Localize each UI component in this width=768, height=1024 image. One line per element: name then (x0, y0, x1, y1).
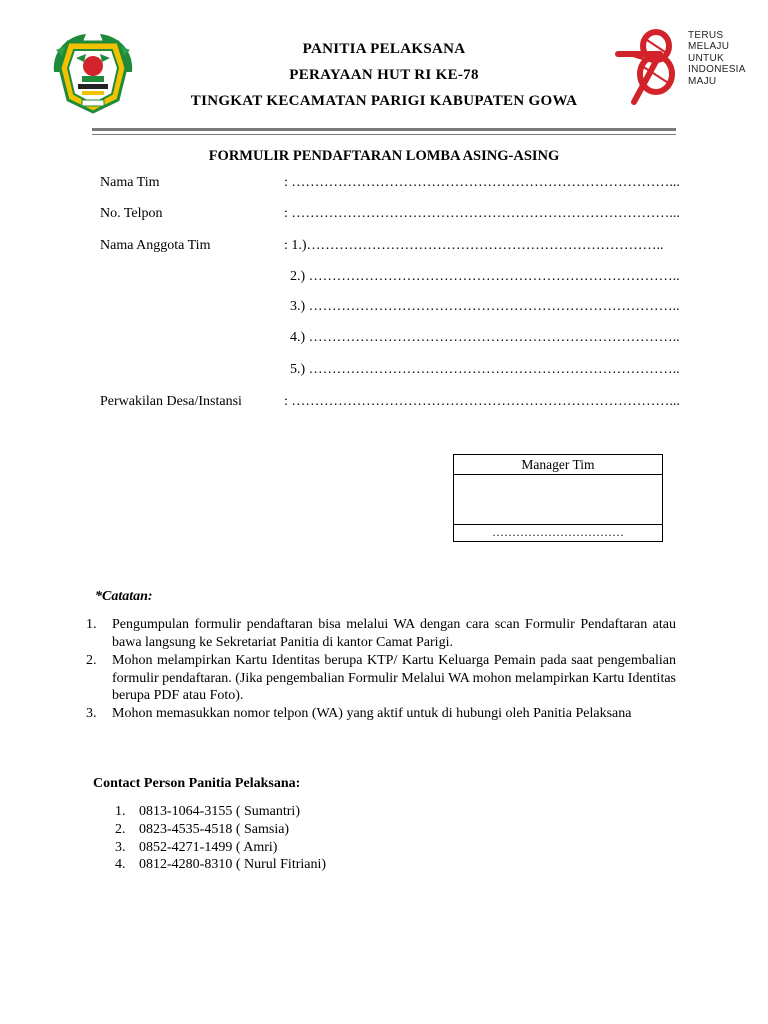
field-input-anggota-5[interactable]: 5.) …………………………………………………………………….. (290, 362, 680, 377)
contact-number: 4. (115, 857, 126, 872)
field-input-anggota-1[interactable]: : 1.)………………………………………………………………….. (284, 238, 664, 253)
field-input-no-telpon[interactable]: : ………………………………………………………………………... (284, 206, 680, 221)
hut-logo-text-line: UNTUK (688, 52, 724, 64)
contact-item (115, 822, 289, 838)
header-committee: PANITIA PELAKSANA (302, 41, 466, 57)
header-district: TINGKAT KECAMATAN PARIGI KABUPATEN GOWA (190, 93, 578, 109)
hut-logo-text (688, 30, 746, 87)
field-input-anggota-4[interactable]: 4.) …………………………………………………………………….. (290, 330, 680, 345)
note-number: 1. (86, 617, 97, 632)
note-text: Pengumpulan formulir pendaftaran bisa melalui WA dengan cara scan Formulir Pendaftaran atau bawa langsung ke Sekretariat Panitia di kantor Camat Parigi. (112, 617, 676, 650)
form-title: FORMULIR PENDAFTARAN LOMBA ASING-ASING (208, 148, 560, 164)
note-item (86, 652, 676, 705)
hut-logo-text-line: TERUS (688, 30, 724, 41)
contact-item (115, 857, 326, 873)
header-divider-thin (92, 134, 676, 135)
contact-number: 2. (115, 822, 126, 837)
manager-signature-area[interactable] (454, 475, 662, 525)
contacts-title: Contact Person Panitia Pelaksana: (93, 776, 301, 791)
note-text: Mohon melampirkan Kartu Identitas berupa KTP/ Kartu Keluarga Pemain pada saat pengembalian formulir pendaftaran. (Jika pengembalian Formulir Melalui WA mohon melampirkan Kartu Identitas berupa PDF atau Foto). (112, 653, 676, 704)
hut-ri-78-logo-icon (614, 26, 754, 106)
note-item (86, 705, 676, 723)
contact-text: 0823-4535-4518 ( Samsia) (139, 822, 290, 837)
field-label-no-telpon: No. Telpon (100, 206, 163, 221)
field-input-nama-tim[interactable]: : ………………………………………………………………………... (284, 175, 680, 190)
field-input-anggota-2[interactable]: 2.) …………………………………………………………………….. (290, 269, 680, 284)
field-input-anggota-3[interactable]: 3.) …………………………………………………………………….. (290, 299, 680, 314)
header-divider-thick (92, 128, 676, 131)
contact-text: 0812-4280-8310 ( Nurul Fitriani) (139, 857, 327, 872)
note-number: 2. (86, 653, 97, 668)
contact-item (115, 840, 277, 856)
hut-logo-text-line: MELAJU (688, 41, 730, 53)
field-input-perwakilan[interactable]: : ………………………………………………………………………... (284, 394, 680, 409)
field-label-anggota: Nama Anggota Tim (100, 238, 211, 253)
field-label-perwakilan: Perwakilan Desa/Instansi (100, 394, 242, 409)
header-event: PERAYAAN HUT RI KE-78 (289, 67, 479, 83)
hut-logo-text-line: INDONESIA (688, 64, 746, 76)
hut-logo-text-line: MAJU (688, 75, 717, 87)
manager-name-line[interactable]: …………………………… (492, 525, 624, 539)
contact-item (115, 804, 300, 820)
note-item (86, 616, 676, 651)
contact-text: 0813-1064-3155 ( Sumantri) (139, 804, 300, 819)
contact-number: 3. (115, 840, 126, 855)
note-text: Mohon memasukkan nomor telpon (WA) yang aktif untuk di hubungi oleh Panitia Pelaksana (112, 706, 632, 721)
manager-box-title: Manager Tim (454, 455, 662, 475)
field-label-nama-tim: Nama Tim (100, 175, 160, 190)
note-number: 3. (86, 706, 97, 721)
notes-title: *Catatan: (95, 589, 153, 604)
manager-signature-box (453, 454, 663, 542)
contact-text: 0852-4271-1499 ( Amri) (139, 840, 278, 855)
contact-number: 1. (115, 804, 126, 819)
